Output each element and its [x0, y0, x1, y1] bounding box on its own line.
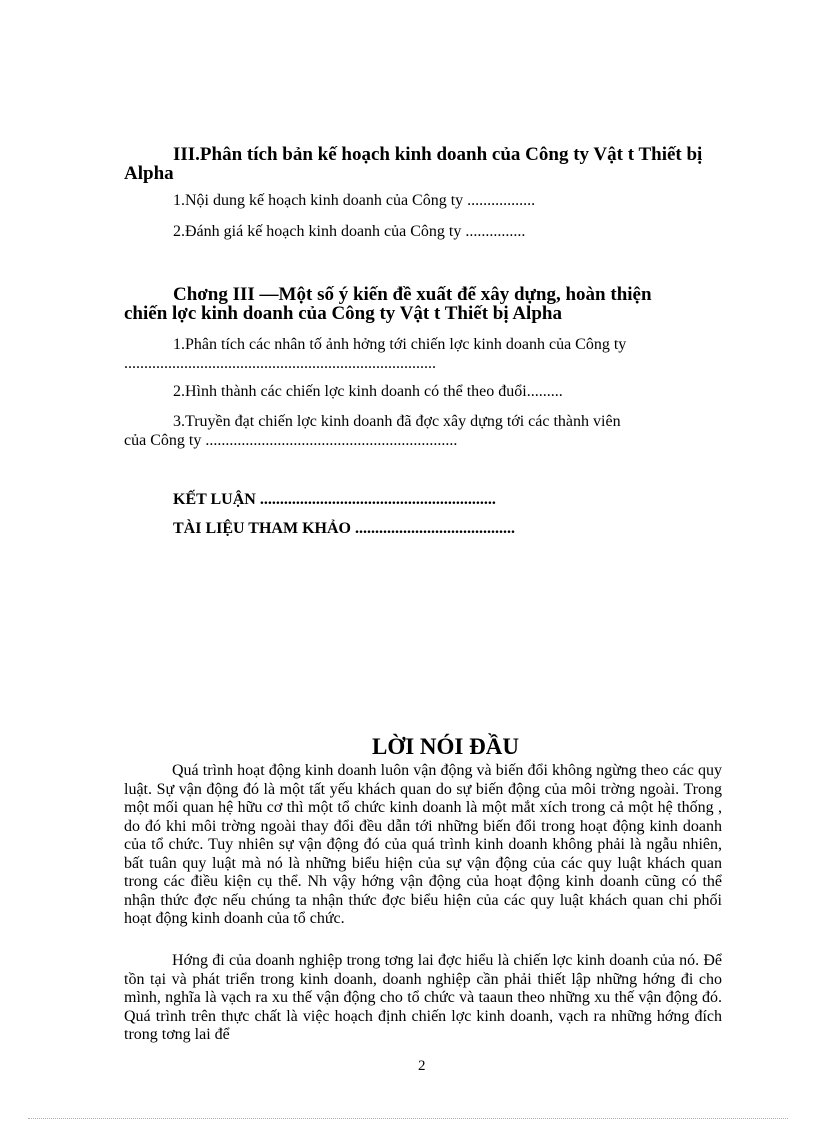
chapter3-heading: Chơng III —Một số ý kiến đề xuất để xây dựng, hoàn thiện [173, 284, 652, 305]
preface-paragraph-2: Hớng đi của doanh nghiệp trong tơng lai đợc hiểu là chiến lợc kinh doanh của nó. Để tồn tại và phát triển trong kinh doanh, doanh nghiệp cần phải thiết lập những hớng đi cho mình, nghĩa là vạch ra xu thế vận động cho tổ chức và taaun theo những xu thế vận động đó. Quá trình trên thực chất là việc hoạch định chiến lợc kinh doanh, vạch ra những hớng đích trong tơng lai để [124, 952, 722, 1043]
footer-divider [28, 1118, 788, 1119]
section3-item-2: 2.Đánh giá kế hoạch kinh doanh của Công ty ............... [173, 223, 526, 240]
chapter3-item-3: 3.Truyền đạt chiến lợc kinh doanh đã đợc xây dựng tới các thành viên [173, 413, 621, 430]
preface-title: LỜI NÓI ĐẦU [372, 734, 519, 759]
chapter3-heading-continuation: chiến lợc kinh doanh của Công ty Vật t Thiết bị Alpha [124, 303, 562, 324]
section3-item-1: 1.Nội dung kế hoạch kinh doanh của Công ty ................. [173, 192, 536, 209]
toc-references: TÀI LIỆU THAM KHẢO ........................................ [173, 520, 515, 537]
section3-heading: III.Phân tích bản kế hoạch kinh doanh của Công ty Vật t Thiết bị [173, 144, 703, 165]
toc-conclusion: KẾT LUẬN ........................................................... [173, 491, 496, 508]
page-number: 2 [418, 1058, 426, 1074]
preface-paragraph-2-clip [0, 950, 816, 1046]
preface-paragraph-1: Quá trình hoạt động kinh doanh luôn vận động và biến đổi không ngừng theo các quy luật. Sự vận động đó là một tất yếu khách quan do sự biến động của môi trờng ngoài. Trong một mối quan hệ hữu cơ thì một tổ chức kinh doanh là một mắt xích trong cả một hệ thống , do đó khi môi trờng ngoài thay đổi đều dẫn tới những biến đổi trong hoạt động kinh doanh của tổ chức. Tuy nhiên sự vận động đó của quá trình kinh doanh không phải là ngẫu nhiên, bất tuân quy luật mà nó là những biểu hiện của sự vận động của các quy luật khách quan trong các điều kiện cụ thể. Nh vậy hớng vận động của hoạt động kinh doanh cũng có thể nhận thức đợc nếu chúng ta nhận thức đợc biểu hiện của các quy luật khách quan chi phối hoạt động kinh doanh của tổ chức. [124, 762, 722, 927]
chapter3-item-1-dots: .............................................................................. [124, 355, 436, 372]
chapter3-item-2: 2.Hình thành các chiến lợc kinh doanh có thể theo đuổi......... [173, 383, 563, 400]
chapter3-item-1: 1.Phân tích các nhân tố ảnh hởng tới chiến lợc kinh doanh của Công ty [173, 336, 627, 353]
section3-heading-continuation: Alpha [124, 163, 174, 184]
chapter3-item-3-continuation: của Công ty ............................................................... [124, 432, 458, 449]
